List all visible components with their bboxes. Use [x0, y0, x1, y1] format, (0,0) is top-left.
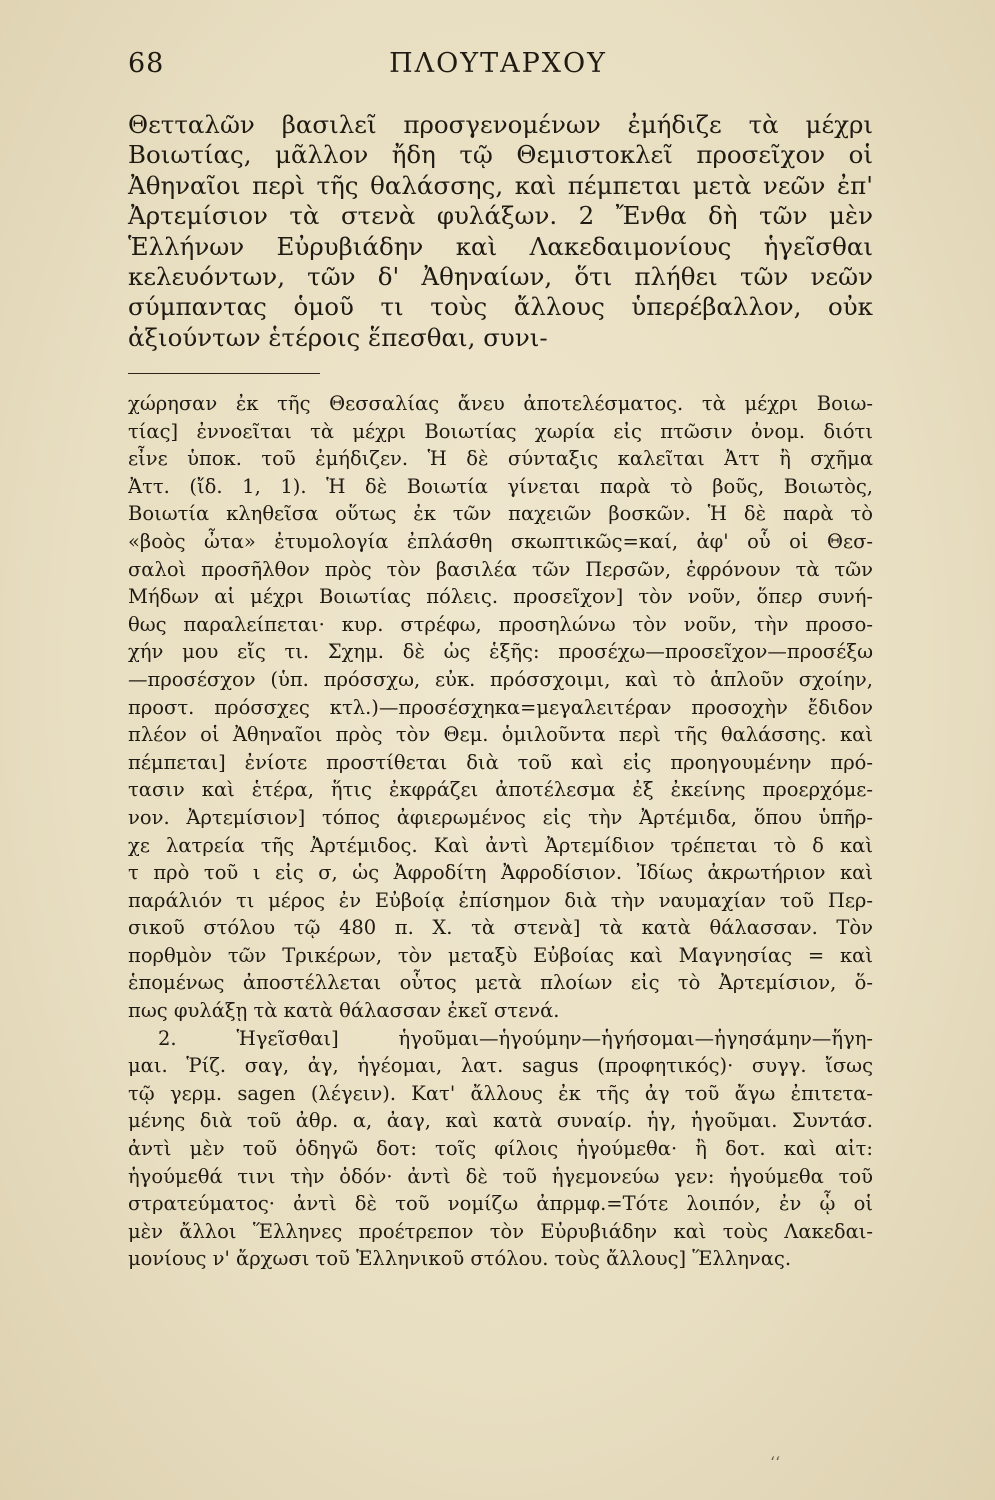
note-line: νον. Ἀρτεμίσιον] τόπος ἀφιερωμένος εἰς τὴν Ἀρτέμιδα, ὅπου ὑπῆρ- — [128, 805, 873, 829]
note-line: πλέον οἱ Ἀθηναῖοι πρὸς τὸν Θεμ. ὁμιλοῦντα περὶ τῆς θαλάσσης. καὶ — [128, 723, 873, 747]
note-line: μαι. Ῥίζ. σαγ, ἀγ, ἡγέομαι, λατ. sagus (προφητικός)· συγγ. ἴσως — [128, 1054, 873, 1078]
note-line: πως φυλάξῃ τὰ κατὰ θάλασσαν ἐκεῖ στενά. — [128, 999, 560, 1023]
note-line: θως παραλείπεται· κυρ. στρέφω, προσηλώνω τὸν νοῦν, τὴν προσο- — [128, 612, 873, 636]
note-line: Ἀττ. (ἴδ. 1, 1). Ἡ δὲ Βοιωτία γίνεται παρὰ τὸ βοῦς, Βοιωτὸς, — [128, 474, 873, 498]
note-line: στρατεύματος· ἀντὶ δὲ τοῦ νομίζω ἀπρμφ.=Τότε λοιπόν, ἐν ᾧ οἱ — [128, 1192, 873, 1216]
note-line: παράλιόν τι μέρος ἐν Εὐβοίᾳ ἐπίσημον διὰ τὴν ναυμαχίαν τοῦ Περ- — [128, 888, 873, 912]
note-line: Βοιωτία κληθεῖσα οὕτως ἐκ τῶν παχειῶν βοσκῶν. Ἡ δὲ παρὰ τὸ — [128, 502, 873, 526]
note-line: πέμπεται] ἐνίοτε προστίθεται διὰ τοῦ καὶ εἰς προηγουμένην πρό- — [128, 750, 873, 774]
page-header — [128, 48, 868, 88]
note-line: μονίους ν' ἄρχωσι τοῦ Ἑλληνικοῦ στόλου. τοὺς ἄλλους] Ἕλληνας. — [128, 1247, 792, 1271]
note-line: χώρησαν ἐκ τῆς Θεσσαλίας ἄνευ ἀποτελέσματος. τὰ μέχρι Βοιω- — [128, 392, 873, 415]
note-line: πορθμὸν τῶν Τρικέρων, τὸν μεταξὺ Εὐβοίας καὶ Μαγνησίας = καὶ — [128, 943, 873, 967]
note-line: Μήδων αἱ μέχρι Βοιωτίας πόλεις. προσεῖχον] τὸν νοῦν, ὅπερ συνή- — [128, 585, 873, 609]
note-line: μὲν ἄλλοι Ἕλληνες προέτρεπον τὸν Εὐρυβιάδην καὶ τοὺς Λακεδαι- — [128, 1219, 873, 1243]
note-line: χε λατρεία τῆς Ἀρτέμιδος. Καὶ ἀντὶ Ἀρτεμίδιον τρέπεται τὸ δ καὶ — [128, 833, 873, 857]
note-line: —προσέσχον (ὑπ. πρόσσχω, εὐκ. πρόσσχοιμι, καὶ τὸ ἁπλοῦν σχοίην, — [128, 667, 873, 691]
page-number: 68 — [128, 48, 165, 79]
note-line: τ πρὸ τοῦ ι εἰς σ, ὡς Ἀφροδίτη Ἀφροδίσιον. Ἰδίως ἀκρωτήριον καὶ — [128, 861, 873, 885]
note-line: ἡγούμεθά τινι τὴν ὁδόν· ἀντὶ δὲ τοῦ ἡγεμονεύω γεν: ἡγούμεθα τοῦ — [128, 1164, 873, 1188]
note-line: χήν μου εἴς τι. Σχημ. δὲ ὡς ἑξῆς: προσέχω—προσεῖχον—προσέξω — [128, 640, 873, 664]
footer-mark: ʻʻ — [770, 1453, 781, 1472]
note-line: τασιν καὶ ἑτέρα, ἥτις ἐκφράζει ἀποτέλεσμα ἐξ ἐκείνης προερχόμε- — [128, 778, 873, 802]
note-line: σικοῦ στόλου τῷ 480 π. Χ. τὰ στενὰ] τὰ κατὰ θάλασσαν. Τὸν — [128, 916, 873, 940]
note-line: σαλοὶ προσῆλθον πρὸς τὸν βασιλέα τῶν Περσῶν, ἐφρόνουν τὰ τῶν — [128, 557, 873, 581]
footnote-separator-rule — [128, 373, 320, 374]
main-text: Θετταλῶν βασιλεῖ προσγενομένων ἐμήδιζε τὰ μέχρι Βοιωτίας, μᾶλλον ἤδη τῷ Θεμιστοκλεῖ προσεῖχον οἱ Ἀθηναῖοι περὶ τῆς θαλάσσης, καὶ πέμπεται μετὰ νεῶν ἐπ' Ἀρτεμίσιον τὰ στενὰ φυλάξων. 2 Ἔνθα δὴ τῶν μὲν Ἑλλήνων Εὐρυβιάδην καὶ Λακεδαιμονίους ἡγεῖσθαι κελευόντων, τῶν δ' Ἀθηναίων, ὅτι πλήθει τῶν νεῶν σύμπαντας ὁμοῦ τι τοὺς ἄλλους ὑπερέβαλλον, οὐκ ἀξιούντων ἑτέροις ἕπεσθαι, συνι- — [128, 110, 873, 352]
note-line: μένης διὰ τοῦ ἀθρ. α, ἀαγ, καὶ κατὰ συναίρ. ἡγ, ἡγοῦμαι. Συντάσ. — [128, 1109, 873, 1133]
running-head: ΠΛΟΥΤΑΡΧΟΥ — [389, 48, 607, 79]
note-line: τῷ γερμ. sagen (λέγειν). Κατ' ἄλλους ἐκ τῆς ἀγ τοῦ ἄγω ἐπιτετα- — [128, 1081, 873, 1105]
commentary-notes — [128, 390, 873, 1273]
note-line: 2. Ἡγεῖσθαι] ἡγοῦμαι—ἡγούμην—ἡγήσομαι—ἡγησάμην—ἥγη- — [158, 1026, 873, 1050]
note-line: τίας] ἐννοεῖται τὰ μέχρι Βοιωτίας χωρία εἰς πτῶσιν ὀνομ. διότι — [128, 419, 873, 443]
note-line: προστ. πρόσσχες κτλ.)—προσέσχηκα=μεγαλειτέραν προσοχὴν ἔδιδον — [128, 695, 873, 719]
note-line: εἶνε ὑποκ. τοῦ ἐμήδιζεν. Ἡ δὲ σύνταξις καλεῖται Ἀττ ἢ σχῆμα — [128, 447, 873, 471]
note-line: ἀντὶ μὲν τοῦ ὁδηγῶ δοτ: τοῖς φίλοις ἡγούμεθα· ἢ δοτ. καὶ αἰτ: — [128, 1137, 873, 1161]
note-line: ἑπομένως ἀποστέλλεται οὗτος μετὰ πλοίων εἰς τὸ Ἀρτεμίσιον, ὅ- — [128, 971, 873, 995]
note-line: «βοὸς ὦτα» ἐτυμολογία ἐπλάσθη σκωπτικῶς=καί, ἀφ' οὗ οἱ Θεσ- — [128, 529, 873, 553]
